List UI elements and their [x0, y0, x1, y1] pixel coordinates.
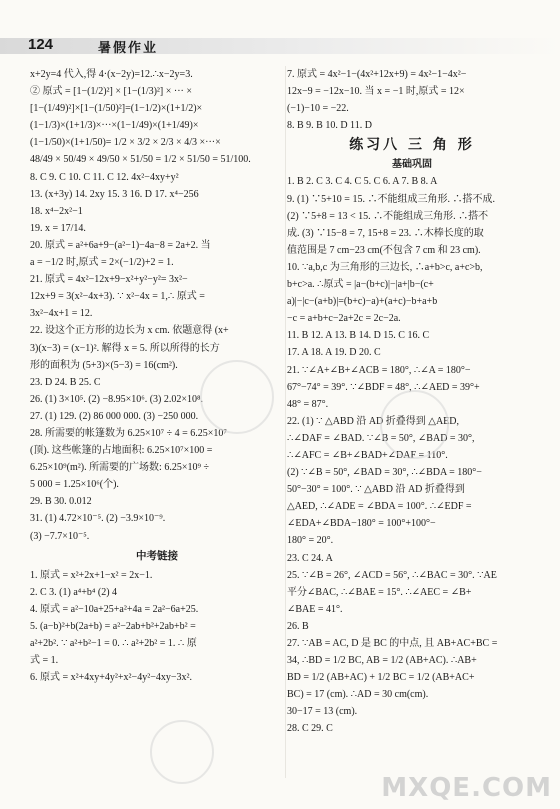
answer-line: 22. 设这个正方形的边长为 x cm. 依题意得 (x+: [30, 325, 229, 337]
answer-line: ∠EDA+∠BDA−180° = 100°+100°−: [287, 518, 436, 530]
answer-line: 20. 原式 = a²+6a+9−(a²−1)−4a−8 = 2a+2. 当: [30, 239, 211, 251]
answer-line: b+c>a. ∴原式 = |a−(b+c)|−|a+|b−(c+: [287, 279, 434, 291]
answer-line: (1−1/3)×(1+1/3)×···×(1−1/49)×(1+1/49)×: [30, 120, 199, 132]
answer-line: 1. B 2. C 3. C 4. C 5. C 6. A 7. B 8. A: [287, 176, 438, 188]
answer-line: 1. 原式 = x²+2x+1−x² = 2x−1.: [30, 569, 153, 581]
answer-line: 5. (a−b)²+b(2a+b) = a²−2ab+b²+2ab+b² =: [30, 620, 196, 632]
answer-line: 17. A 18. A 19. D 20. C: [287, 347, 381, 359]
answer-line: 18. x⁴−2x²−1: [30, 205, 83, 217]
answer-line: 3x²−4x+1 = 12.: [30, 308, 93, 320]
answer-line: a)|−|c−(a+b)|=(b+c)−a)+(a+c)−b+a+b: [287, 296, 438, 308]
answer-line: BD = 1/2 (AB+AC) + 1/2 BC = 1/2 (AB+AC+: [287, 672, 475, 684]
answer-line: 2. C 3. (1) a⁴+b⁴ (2) 4: [30, 586, 118, 598]
answer-line: −c = a+b+c−2a+2c = 2c−2a.: [287, 313, 401, 325]
stamp-seal: [150, 720, 214, 784]
answer-line: △AED, ∴∠ADE = ∠BDA = 100°. ∴∠EDF =: [287, 501, 472, 513]
answer-line: 9. (1) ∵5+10 = 15. ∴不能组成三角形. ∴搭不成.: [287, 193, 495, 205]
answer-line: 50°−30° = 100°. ∵ △ABD 沿 AD 折叠得到: [287, 484, 465, 496]
answer-line: 48° = 87°.: [287, 398, 329, 410]
answer-line: 19. x = 17/14.: [30, 222, 86, 234]
page-number: 124: [28, 36, 54, 53]
stamp-seal: [200, 360, 274, 434]
answer-line: 形的面积为 (5+3)×(5−3) = 16(cm²).: [30, 359, 178, 371]
answer-line: 28. C 29. C: [287, 723, 333, 735]
header-title: 暑假作业: [98, 40, 159, 55]
answer-line: 34, ∴BD = 1/2 BC, AB = 1/2 (AB+AC). ∴AB+: [287, 655, 477, 667]
answer-line: 27. ∵AB = AC, D 是 BC 的中点, 且 AB+AC+BC =: [287, 638, 498, 649]
answer-line: 23. C 24. A: [287, 552, 333, 564]
watermark-logo: MXQE.COM: [381, 773, 552, 803]
header-band: [0, 38, 560, 54]
answer-line: ∴∠AFC = ∠B+∠BAD+∠DAF = 110°.: [287, 449, 448, 461]
answer-line: ② 原式 = [1−(1/2)²] × [1−(1/3)²] × ··· ×: [30, 86, 193, 98]
answer-line: 12x+9 = 3(x²−4x+3). ∵ x²−4x = 1,∴ 原式 =: [30, 291, 205, 303]
answer-line: (−1)−10 = −22.: [287, 103, 349, 115]
answer-line: 22. (1) ∵ △ABD 沿 AD 折叠得到 △AED,: [287, 415, 460, 427]
answer-line: 8. C 9. C 10. C 11. C 12. 4x²−4xy+y²: [30, 171, 179, 183]
subsection-title: 基础巩固: [392, 159, 432, 171]
page-header: [0, 0, 560, 62]
answer-line: 21. ∵∠A+∠B+∠ACB = 180°, ∴∠A = 180°−: [287, 364, 471, 376]
answer-line: 平分∠BAC, ∴∠BAE = 15°. ∴∠AEC = ∠B+: [287, 586, 472, 598]
answer-line: 7. 原式 = 4x²−1−(4x²+12x+9) = 4x²−1−4x²−: [287, 69, 467, 80]
answer-line: (顶). 这些帐篷的占地面积: 6.25×10⁷×100 =: [30, 445, 213, 457]
answer-line: 31. (1) 4.72×10⁻⁵. (2) −3.9×10⁻⁹.: [30, 513, 166, 525]
answer-line: 10. ∵a,b,c 为三角形的三边长, ∴a+b>c, a+c>b,: [287, 261, 483, 273]
answer-line: a = −1/2 时,原式 = 2×(−1/2)+2 = 1.: [30, 257, 174, 269]
answer-line: (1−1/50)×(1+1/50)= 1/2 × 3/2 × 2/3 × 4/3 ×···×: [30, 137, 221, 149]
answer-line: (2) ∵∠B = 50°, ∠BAD = 30°, ∴∠BDA = 180°−: [287, 467, 482, 479]
answer-line: 26. B: [287, 620, 309, 632]
answer-line: ∠BAE = 41°.: [287, 603, 343, 615]
answer-line: 26. (1) 3×10⁵. (2) −8.95×10⁶. (3) 2.02×10⁸.: [30, 393, 203, 405]
answer-line: 11. B 12. A 13. B 14. D 15. C 16. C: [287, 330, 430, 342]
answer-line: 4. 原式 = a²−10a+25+a²+4a = 2a²−6a+25.: [30, 603, 199, 615]
answer-line: 30−17 = 13 (cm).: [287, 706, 358, 718]
answer-line: 6.25×10⁹(m²). 所需要的广场数: 6.25×10⁹ ÷: [30, 462, 209, 474]
answer-line: [1−(1/49)²]×[1−(1/50)²]=(1−1/2)×(1+1/2)×: [30, 103, 203, 115]
answer-line: 28. 所需要的帐篷数为 6.25×10⁷ ÷ 4 = 6.25×10⁷: [30, 427, 227, 439]
answer-line: 8. B 9. B 10. D 11. D: [287, 120, 372, 132]
answer-line: 180° = 20°.: [287, 535, 334, 547]
answer-line: x+2y=4 代入,得 4·(x−2y)=12.∴x−2y=3.: [30, 69, 193, 80]
answer-line: 29. B 30. 0.012: [30, 496, 92, 508]
stamp-seal: [380, 390, 449, 459]
answer-line: BC) = 17 (cm). ∴AD = 30 cm(cm).: [287, 689, 429, 701]
section-title: 练习八 三 角 形: [349, 137, 475, 154]
answer-line: 25. ∵∠B = 26°, ∠ACD = 56°, ∴∠BAC = 30°. ∵AE: [287, 569, 497, 581]
answer-line: 13. (x+3y) 14. 2xy 15. 3 16. D 17. x⁴−256: [30, 188, 199, 200]
column-divider: [285, 66, 286, 778]
answer-line: 12x−9 = −12x−10. 当 x = −1 时,原式 = 12×: [287, 86, 465, 98]
answer-line: (3) −7.7×10⁻⁵.: [30, 530, 90, 542]
answer-line: 成. (3) ∵15−8 = 7, 15+8 = 23. ∴木棒长度的取: [287, 227, 484, 239]
answer-line: a²+2b². ∵ a²+b²−1 = 0. ∴ a²+2b² = 1. ∴ 原: [30, 638, 197, 649]
answer-line: 6. 原式 = x²+4xy+4y²+x²−4y²−4xy−3x².: [30, 672, 192, 684]
answer-line: 23. D 24. B 25. C: [30, 376, 101, 388]
answer-line: 48/49 × 50/49 × 49/50 × 51/50 = 1/2 × 51/50 = 51/100.: [30, 154, 251, 166]
answer-line: (2) ∵5+8 = 13 < 15. ∴不能组成三角形. ∴搭不: [287, 210, 489, 222]
answer-line: 值范围是 7 cm−23 cm(不包含 7 cm 和 23 cm).: [287, 244, 481, 256]
answer-line: 67°−74° = 39°. ∵∠BDF = 48°, ∴∠AED = 39°+: [287, 381, 480, 393]
answer-line: ∴∠DAF = ∠BAD. ∵∠B = 50°, ∠BAD = 30°,: [287, 432, 475, 444]
section-heading: 中考链接: [136, 549, 178, 562]
answer-line: 式 = 1.: [30, 655, 59, 667]
answer-line: 3)(x−3) = (x−1)². 解得 x = 5. 所以所得的长方: [30, 342, 220, 354]
answer-line: 27. (1) 129. (2) 86 000 000. (3) −250 000.: [30, 410, 199, 422]
answer-line: 5 000 = 1.25×10⁶(个).: [30, 479, 119, 491]
answer-line: 21. 原式 = 4x²−12x+9−x²+y²−y²= 3x²−: [30, 274, 188, 286]
